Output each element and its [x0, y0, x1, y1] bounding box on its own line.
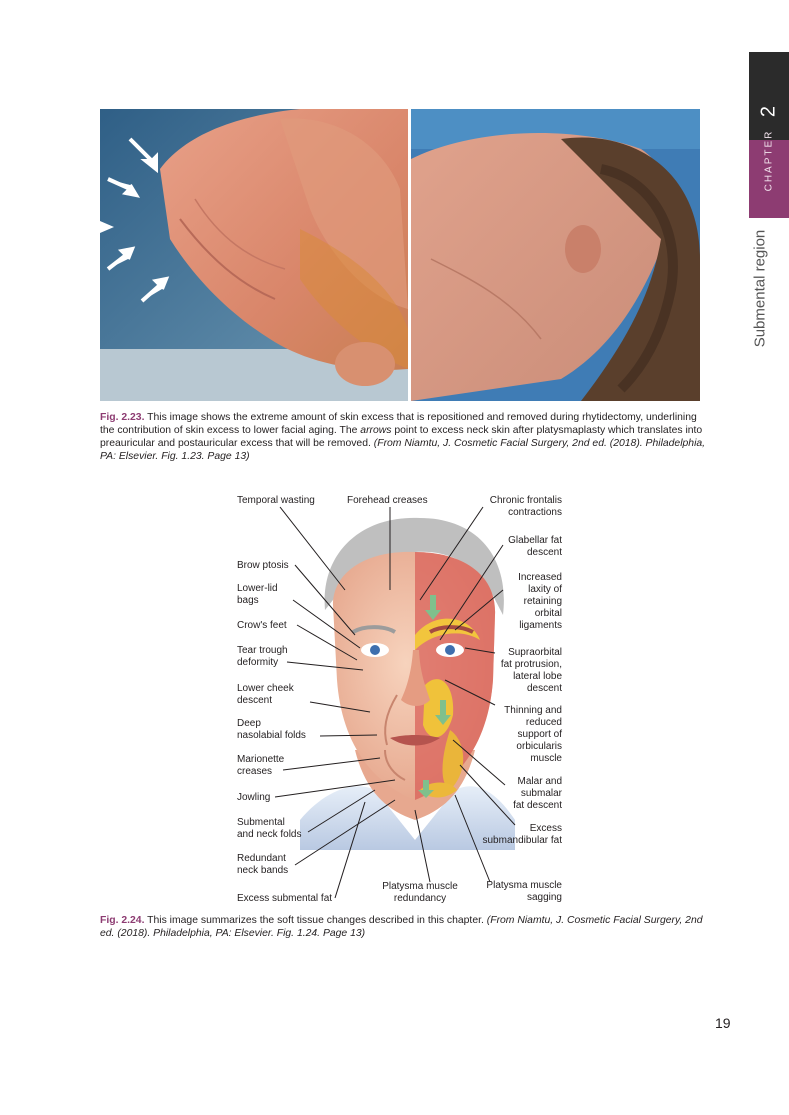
caption-source: (From Niamtu, J. Cosmetic Facial Surgery, 2nd ed. (2018). Philadelphia, PA: Elsevier. Fig. 1.24. Page 13): [100, 915, 703, 939]
label-platysma-sagging-2: sagging: [526, 892, 562, 903]
label-orbicularis-2: reduced: [525, 717, 562, 728]
page-number: 19: [715, 1015, 731, 1031]
label-platysma-redundancy-1: Platysma muscle: [382, 881, 458, 892]
caption-emphasis: arrows: [360, 425, 392, 436]
label-submandibular-1: Excess: [529, 823, 562, 834]
label-brow-ptosis: Brow ptosis: [237, 560, 289, 571]
label-tear-trough-1: Tear trough: [237, 645, 288, 656]
label-malar-1: Malar and: [517, 776, 562, 787]
label-temporal-wasting: Temporal wasting: [237, 495, 315, 506]
facial-aging-illustration: [225, 490, 570, 910]
label-jowling: Jowling: [237, 792, 271, 803]
label-malar-3: fat descent: [513, 800, 562, 811]
label-submandibular-2: submandibular fat: [482, 835, 562, 846]
label-neck-bands-2: neck bands: [237, 865, 289, 876]
label-laxity-5: ligaments: [519, 620, 562, 631]
label-marionette-1: Marionette: [237, 754, 285, 765]
label-supraorbital-2: fat protrusion,: [500, 659, 562, 670]
label-laxity-2: laxity of: [528, 584, 562, 595]
photo-neck-skin-excess: [100, 109, 408, 401]
section-title: Submental region: [751, 229, 769, 348]
label-orbicularis-4: orbicularis: [516, 741, 562, 752]
label-submental-folds-1: Submental: [237, 817, 285, 828]
figure-label: Fig. 2.23.: [100, 412, 145, 423]
label-submental-folds-2: and neck folds: [237, 829, 302, 840]
label-laxity-1: Increased: [518, 572, 562, 583]
label-platysma-sagging-1: Platysma muscle: [486, 880, 562, 891]
label-orbicularis-3: support of: [517, 729, 562, 740]
figure-caption-2-23: [100, 411, 710, 463]
label-forehead-creases: Forehead creases: [347, 495, 428, 506]
label-malar-2: submalar: [520, 788, 562, 799]
photo-post-platysmaplasty: [411, 109, 700, 401]
label-glabellar-2: descent: [526, 547, 562, 558]
label-nasolabial-2: nasolabial folds: [237, 730, 306, 741]
chapter-number: 2: [757, 105, 780, 118]
figure-label: Fig. 2.24.: [100, 915, 145, 926]
caption-text-2: point to excess neck skin after platysmaplasty which translates into preauricular and postauricular excess that will be removed.: [100, 425, 703, 449]
label-marionette-2: creases: [237, 766, 273, 777]
label-lower-lid-bags-2: bags: [237, 595, 259, 606]
label-glabellar-1: Glabellar fat: [508, 535, 562, 546]
label-neck-bands-1: Redundant: [237, 853, 286, 864]
caption-source: (From Niamtu, J. Cosmetic Facial Surgery, 2nd ed. (2018). Philadelphia, PA: Elsevier. Fig. 1.23. Page 13): [100, 438, 706, 462]
label-lower-lid-bags-1: Lower-lid: [237, 583, 278, 594]
label-laxity-4: orbital: [534, 608, 562, 619]
label-orbicularis-1: Thinning and: [504, 705, 562, 716]
label-frontalis-1: Chronic frontalis: [489, 495, 562, 506]
figure-caption-2-24: [100, 914, 710, 940]
label-tear-trough-2: deformity: [237, 657, 279, 668]
label-lower-cheek-2: descent: [237, 695, 273, 706]
chapter-label: CHAPTER: [763, 129, 775, 192]
label-supraorbital-4: descent: [526, 683, 562, 694]
label-platysma-redundancy-2: redundancy: [393, 893, 447, 904]
label-supraorbital-3: lateral lobe: [513, 671, 562, 682]
label-submental-fat: Excess submental fat: [237, 893, 333, 904]
label-lower-cheek-1: Lower cheek: [237, 683, 294, 694]
label-orbicularis-5: muscle: [530, 753, 562, 764]
caption-text: This image summarizes the soft tissue changes described in this chapter.: [144, 915, 487, 926]
label-supraorbital-1: Supraorbital: [508, 647, 562, 658]
label-nasolabial-1: Deep: [237, 718, 261, 729]
label-frontalis-2: contractions: [508, 507, 562, 518]
caption-text: This image shows the extreme amount of skin excess that is repositioned and removed during rhytidectomy, underlining the contribution of skin excess to lower facial aging. The: [100, 412, 697, 436]
label-crows-feet: Crow's feet: [237, 620, 287, 631]
label-laxity-3: retaining: [523, 596, 562, 607]
